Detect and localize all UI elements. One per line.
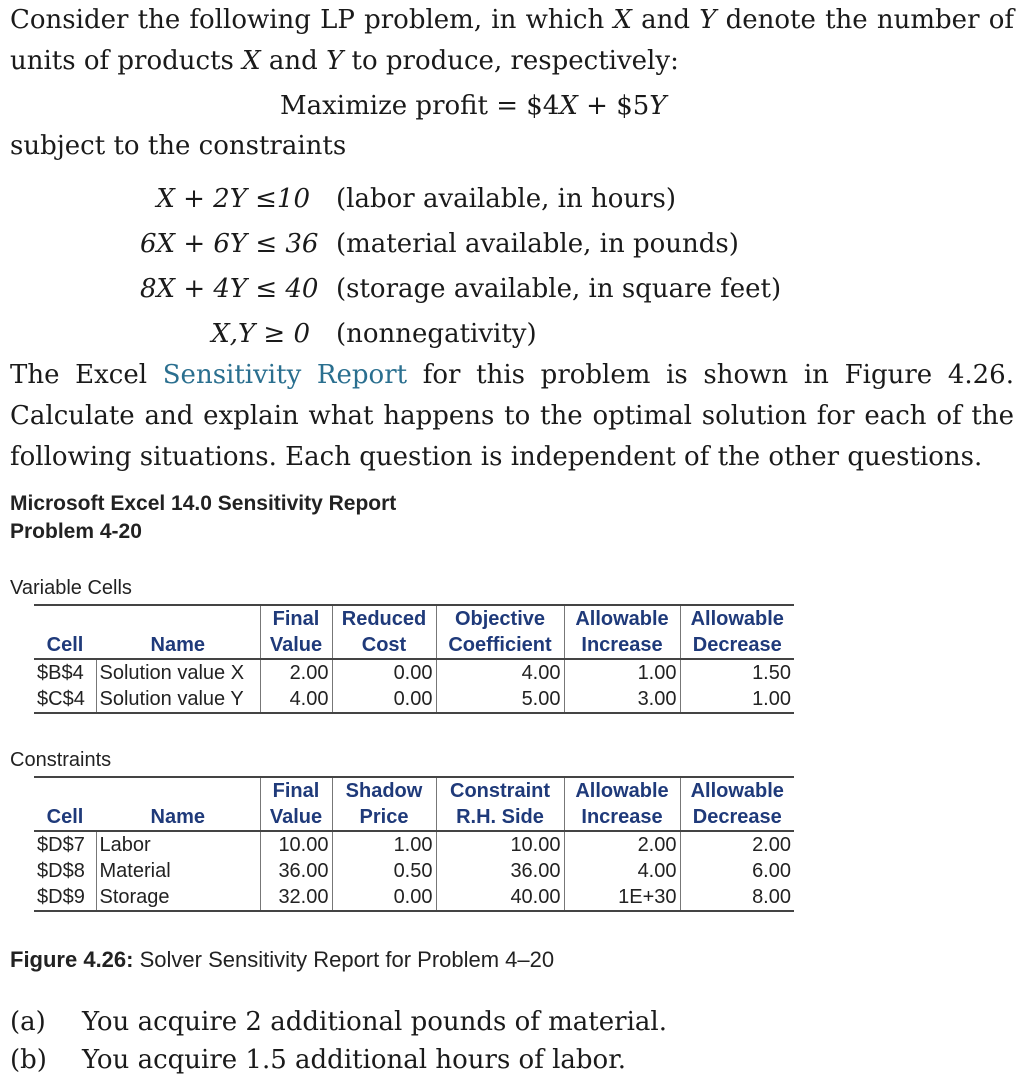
table-row: $D$8 Material 36.00 0.50 36.00 4.00 6.00 [34, 858, 794, 884]
table-row: $C$4 Solution value Y 4.00 0.00 5.00 3.00 1.00 [34, 686, 794, 713]
constraint-storage: 8X + 4Y ≤ 40 (storage available, in square feet) [140, 274, 782, 304]
variable-cells-table [34, 604, 794, 714]
variable-cells-label: Variable Cells [10, 577, 132, 599]
subject-to-text: subject to the constraints [10, 131, 347, 161]
sensitivity-report-link[interactable]: Sensitivity Report [162, 360, 408, 390]
objective-function: Maximize profit = $4X + $5Y [280, 91, 667, 121]
table-row: $D$7 Labor 10.00 1.00 10.00 2.00 2.00 [34, 831, 794, 858]
intro-paragraph: Consider the following LP problem, in which X and Y denote the number of units of products X and Y to produce, respectively: [10, 5, 1014, 76]
report-subtitle: Problem 4-20 [10, 520, 142, 543]
table-header-row: Cell Name Value Price R.H. Side Increase Decrease [34, 804, 794, 831]
table-header-row: Cell Name Value Cost Coefficient Increase Decrease [34, 632, 794, 659]
table-header-row: Final Shadow Constraint Allowable Allowable [34, 777, 794, 804]
table-row: $D$9 Storage 32.00 0.00 40.00 1E+30 8.00 [34, 884, 794, 911]
question-a: (a) You acquire 2 additional pounds of material. [10, 1007, 667, 1037]
instructions-paragraph: The Excel Sensitivity Report for this problem is shown in Figure 4.26. Calculate and explain what happens to the optimal solution for each of the following situations. Each question is independent of the other questions. [10, 360, 1014, 472]
figure-caption: Figure 4.26: Solver Sensitivity Report for Problem 4–20 [10, 947, 555, 972]
constraint-labor: X + 2Y ≤10 (labor available, in hours) [156, 184, 677, 214]
report-title: Microsoft Excel 14.0 Sensitivity Report [10, 492, 397, 515]
table-header-row: Final Reduced Objective Allowable Allowable [34, 605, 794, 632]
constraints-table [34, 776, 794, 912]
constraints-label: Constraints [10, 749, 112, 771]
question-b: (b) You acquire 1.5 additional hours of labor. [10, 1045, 627, 1075]
constraint-material: 6X + 6Y ≤ 36 (material available, in pounds) [140, 229, 739, 259]
table-row: $B$4 Solution value X 2.00 0.00 4.00 1.00 1.50 [34, 659, 794, 686]
constraint-nonnegativity: X,Y ≥ 0 (nonnegativity) [211, 319, 537, 349]
